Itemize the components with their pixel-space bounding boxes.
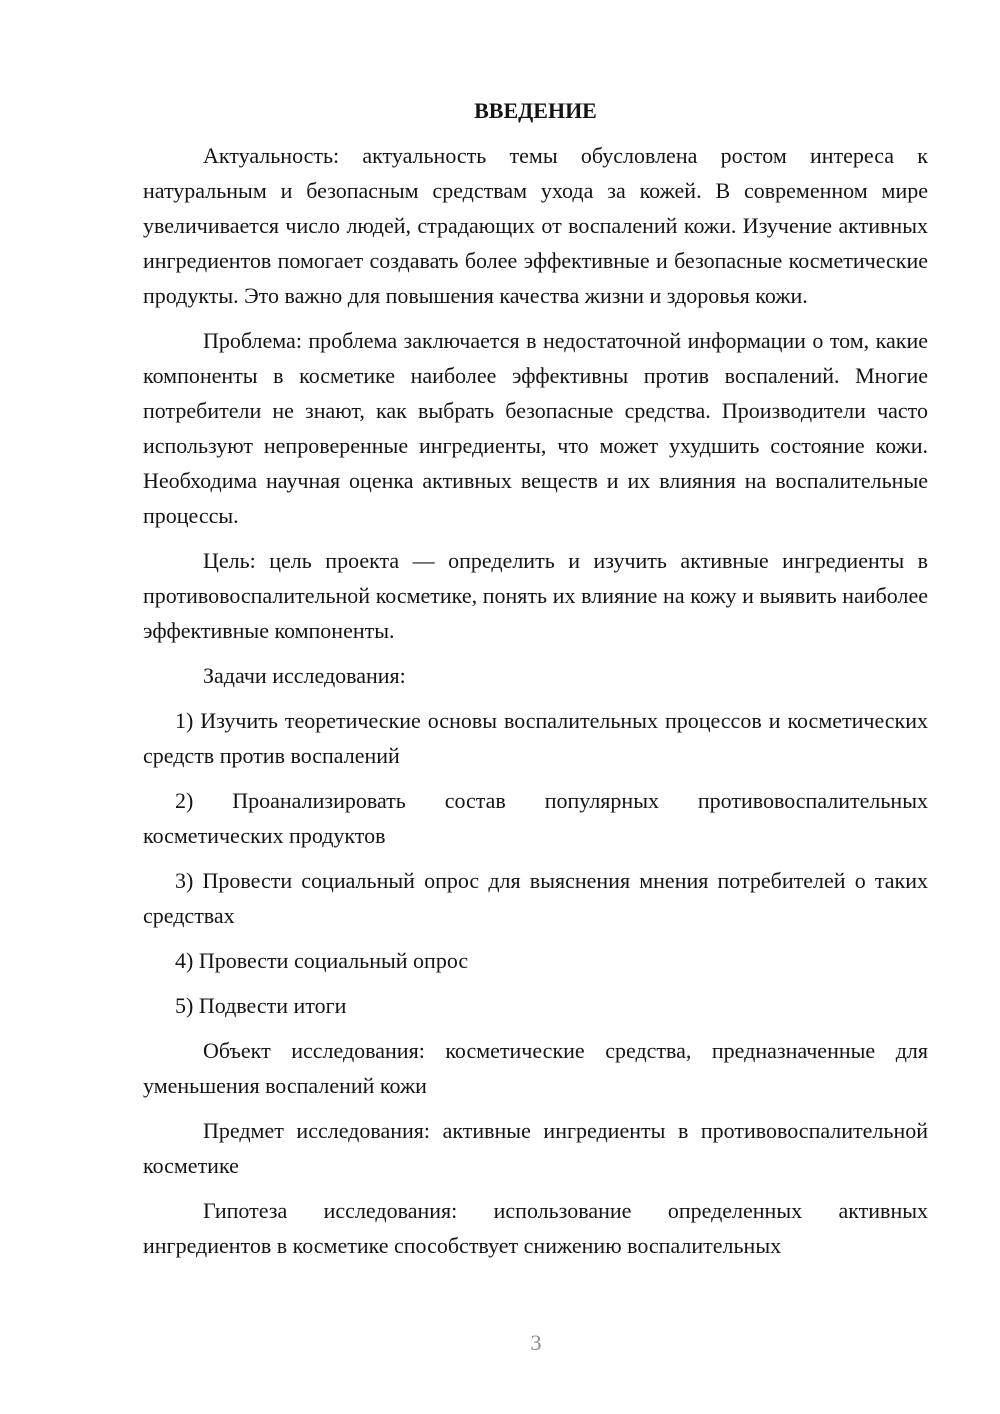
task-item: 2) Проанализировать состав популярных противовоспалительных косметических продуктов xyxy=(143,788,928,848)
page-number: 3 xyxy=(530,1330,542,1355)
task-item: 1) Изучить теоретические основы воспалительных процессов и косметических средств против воспалений xyxy=(143,708,928,768)
paragraph-hypothesis: Гипотеза исследования: использование определенных активных ингредиентов в косметике способствует снижению воспалительных xyxy=(143,1198,928,1258)
paragraph-relevance: Актуальность: актуальность темы обусловлена ростом интереса к натуральным и безопасным средствам ухода за кожей. В современном мире увеличивается число людей, страдающих от воспалений кожи. Изучение активных ингредиентов помогает создавать более эффективные и безопасные косметические продукты. Это важно для повышения качества жизни и здоровья кожи. xyxy=(143,143,928,308)
paragraph-subject: Предмет исследования: активные ингредиенты в противовоспалительной косметике xyxy=(143,1118,928,1178)
paragraph-goal: Цель: цель проекта — определить и изучить активные ингредиенты в противовоспалительной косметике, понять их влияние на кожу и выявить наиболее эффективные компоненты. xyxy=(143,548,928,643)
task-item: 5) Подвести итоги xyxy=(175,993,347,1018)
paragraph-tasks-heading: Задачи исследования: xyxy=(203,663,406,688)
paragraph-object: Объект исследования: косметические средства, предназначенные для уменьшения воспалений кожи xyxy=(143,1038,928,1098)
document-body xyxy=(143,93,928,1263)
task-item: 4) Провести социальный опрос xyxy=(175,948,469,973)
section-title: ВВЕДЕНИЕ xyxy=(474,98,597,123)
task-item: 3) Провести социальный опрос для выяснения мнения потребителей о таких средствах xyxy=(143,868,928,928)
paragraph-problem: Проблема: проблема заключается в недостаточной информации о том, какие компоненты в косметике наиболее эффективны против воспалений. Многие потребители не знают, как выбрать безопасные средства. Производители часто используют непроверенные ингредиенты, что может ухудшить состояние кожи. Необходима научная оценка активных веществ и их влияния на воспалительные процессы. xyxy=(143,328,928,528)
